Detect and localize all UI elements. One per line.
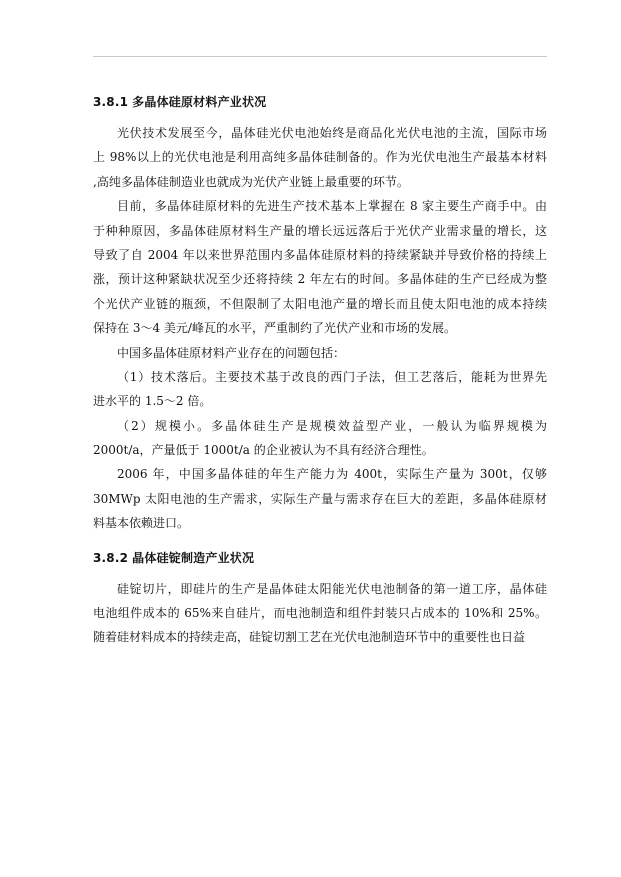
paragraph bbox=[93, 462, 547, 535]
text-line: 涨，预计这种紧缺状况至少还将持续 2 年左右的时间。多晶体硅的生产已经成为整 bbox=[93, 272, 547, 287]
paragraph bbox=[93, 121, 547, 194]
section-heading bbox=[93, 543, 547, 573]
text-line: 导致了自 2004 年以来世界范围内多晶体硅原材料的持续紧缺并导致价格的持续上 bbox=[93, 247, 547, 262]
header-rule bbox=[93, 56, 547, 57]
text-line: 于种种原因，多晶体硅原材料生产量的增长远远落后于光伏产业需求量的增长，这 bbox=[93, 223, 547, 238]
text-line: ,高纯多晶体硅制造业也就成为光伏产业链上最重要的环节。 bbox=[93, 174, 409, 189]
text-line: 中国多晶体硅原材料产业存在的问题包括： bbox=[117, 345, 346, 360]
text-line: 30MWp 太阳电池的生产需求，实际生产量与需求存在巨大的差距，多晶体硅原材 bbox=[93, 491, 547, 506]
document-body bbox=[93, 87, 547, 650]
text-line: 硅锭切片，即硅片的生产是晶体硅太阳能光伏电池制备的第一道工序，晶体硅 bbox=[117, 581, 547, 596]
section-heading bbox=[93, 87, 547, 117]
text-line: 上 98%以上的光伏电池是利用高纯多晶体硅制备的。作为光伏电池生产最基本材料 bbox=[93, 150, 547, 165]
text-line: 进水平的 1.5～2 倍。 bbox=[93, 394, 212, 409]
section-title: 多晶体硅原材料产业状况 bbox=[132, 95, 267, 109]
text-line: 随着硅材料成本的持续走高，硅锭切割工艺在光伏电池制造环节中的重要性也日益 bbox=[93, 630, 526, 645]
paragraph bbox=[93, 365, 547, 414]
paragraph bbox=[93, 577, 547, 650]
text-line: 光伏技术发展至今，晶体硅光伏电池始终是商品化光伏电池的主流，国际市场 bbox=[117, 126, 547, 140]
text-line: 2000t/a，产量低于 1000t/a 的企业被认为不具有经济合理性。 bbox=[93, 443, 434, 458]
paragraph bbox=[93, 414, 547, 463]
text-line: 2006 年，中国多晶体硅的年生产能力为 400t，实际生产量为 300t，仅够 bbox=[117, 467, 547, 482]
section-title: 晶体硅锭制造产业状况 bbox=[132, 550, 255, 565]
text-line: 料基本依赖进口。 bbox=[93, 516, 190, 531]
text-line: 保持在 3～4 美元/峰瓦的水平，严重制约了光伏产业和市场的发展。 bbox=[93, 321, 456, 336]
text-line: 个光伏产业链的瓶颈，不但限制了太阳电池产量的增长而且使太阳电池的成本持续 bbox=[93, 296, 547, 311]
text-line: 电池组件成本的 65%来自硅片，而电池制造和组件封装只占成本的 10%和 25%。 bbox=[93, 606, 547, 621]
text-line: （1）技术落后。主要技术基于改良的西门子法，但工艺落后，能耗为世界先 bbox=[117, 369, 547, 384]
section-number: 3.8.2 bbox=[93, 550, 129, 565]
text-line: 目前，多晶体硅原材料的先进生产技术基本上掌握在 8 家主要生产商手中。由 bbox=[117, 199, 547, 214]
section-number: 3.8.1 bbox=[93, 95, 129, 109]
text-line: （2）规模小。多晶体硅生产是规模效益型产业，一般认为临界规模为 bbox=[117, 418, 547, 433]
paragraph bbox=[93, 341, 547, 365]
paragraph bbox=[93, 194, 547, 340]
